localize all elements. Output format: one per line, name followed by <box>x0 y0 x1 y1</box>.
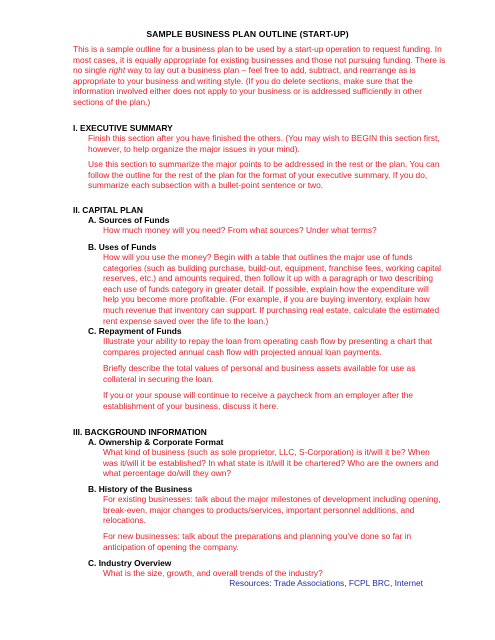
repayment-paragraph-2: Briefly describe the total values of personal and business assets available for use as collateral in securing the loan. <box>103 363 416 384</box>
heading-background-information: III. BACKGROUND INFORMATION <box>73 427 207 437</box>
heading-history-of-business: B. History of the Business <box>88 484 193 494</box>
heading-industry-overview: C. Industry Overview <box>88 558 172 568</box>
heading-executive-summary: I. EXECUTIVE SUMMARY <box>73 123 173 133</box>
heading-repayment-of-funds: C. Repayment of Funds <box>88 326 182 336</box>
repayment-paragraph-1: Illustrate your ability to repay the loan from operating cash flow by presenting a chart that compares projected annual cash flow with projected annual loan payments. <box>103 336 433 357</box>
industry-resources: Resources: Trade Associations, FCPL BRC, Internet <box>229 578 423 588</box>
heading-capital-plan: II. CAPITAL PLAN <box>73 205 143 215</box>
executive-paragraph-1: Finish this section after you have finished the others. (You may wish to BEGIN this section first, however, to help organize the major issues in your mind). <box>88 133 440 154</box>
executive-paragraph-2: Use this section to summarize the major points to be addressed in the rest or the plan. You can follow the outline for the rest of the plan for the format of your executive summary. If you do, summarize each subsection with a bullet-point sentence or two. <box>88 159 440 191</box>
heading-sources-of-funds: A. Sources of Funds <box>88 215 170 225</box>
industry-paragraph: What is the size, growth, and overall trends of the industry? <box>103 568 323 578</box>
history-paragraph-1: For existing businesses: talk about the major milestones of development including opening, break-even, major changes to products/services, important personnel additions, and relocations. <box>103 494 441 526</box>
history-paragraph-2: For new businesses: talk about the preparations and planning you’ve done so far in anticipation of opening the company. <box>103 531 412 552</box>
heading-ownership-corporate-format: A. Ownership & Corporate Format <box>88 437 224 447</box>
intro-text-after: way to lay out a business plan – feel free to add, subtract, and rearrange as is appropriate to your business and writing style. (If you do delete sections, make sure that the information involved either does not apply to your business or is addressed sufficiently in other sections of the plan.) <box>73 65 422 107</box>
sources-paragraph: How much money will you need? From what sources? Under what terms? <box>103 225 377 235</box>
heading-uses-of-funds: B. Uses of Funds <box>88 242 157 252</box>
intro-emphasis: right <box>108 65 126 76</box>
uses-paragraph: How will you use the money? Begin with a table that outlines the major use of funds categories (such as building purchase, build-out, equipment, franchise fees, working capital reserves, etc.) and amounts required, then follow it up with a paragraph or two describing each use of funds category in greater detail. If possible, explain how the expenditure will help you become more profitable. (For example, if you are buying inventory, explain how much revenue that inventory can support. If purchasing real estate, calculate the estimated rent expense saved over the life to the loan.) <box>103 252 441 326</box>
repayment-paragraph-3: If you or your spouse will continue to receive a paycheck from an employer after the establishment of your business, discuss it here. <box>103 390 414 411</box>
intro-text-before: This is a sample outline for a business plan to be used by a start-up operation to request funding. In most cases, it is equally appropriate for existing businesses and those not pursuing funding. There is no single <box>73 44 446 76</box>
intro-paragraph <box>73 44 453 108</box>
document-title: SAMPLE BUSINESS PLAN OUTLINE (START-UP) <box>146 29 349 39</box>
ownership-paragraph: What kind of business (such as sole proprietor, LLC, S-Corporation) is it/will it be? When was it/will it be established? In what state is it/will it be chartered? Who are the owners and what percentage do/will they own? <box>103 447 439 479</box>
